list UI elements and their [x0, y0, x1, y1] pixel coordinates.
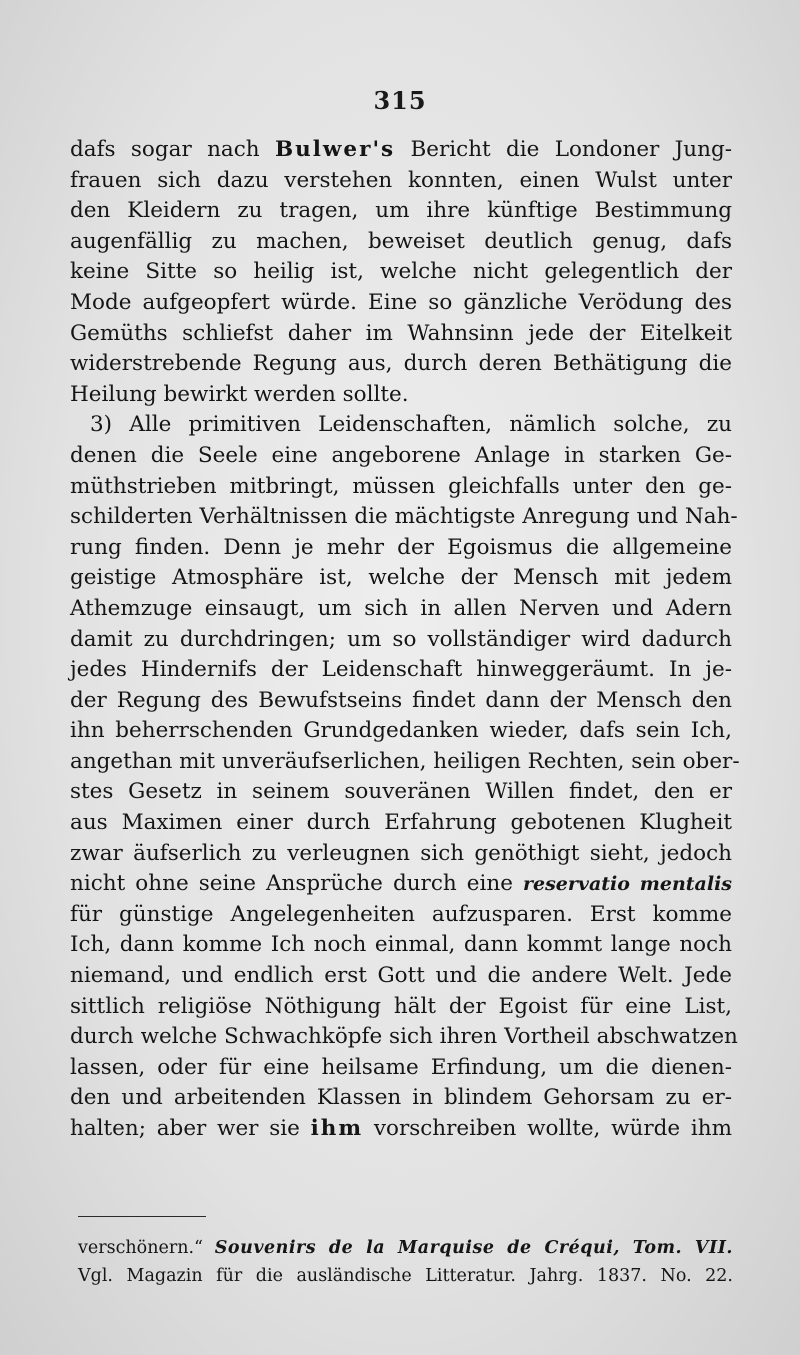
text-line: niemand, und endlich erst Gott und die andere Welt. Jede	[70, 963, 732, 989]
text-line: den Kleidern zu tragen, um ihre künftige Bestimmung	[70, 198, 732, 224]
text-line: geistige Atmosphäre ist, welche der Mensch mit jedem	[70, 565, 732, 591]
emphasized-text: Bulwer's	[274, 137, 396, 162]
footnote-line: Vgl. Magazin für die ausländische Litteratur. Jahrg. 1837. No. 22.	[78, 1266, 733, 1286]
text-line: schilderten Verhältnissen die mächtigste Anregung und Nah-	[70, 504, 738, 530]
text-line: jedes Hindernifs der Leidenschaft hinweggeräumt. In je-	[70, 657, 732, 683]
text-line: denen die Seele eine angeborene Anlage in starken Ge-	[70, 442, 732, 468]
text-line: Heilung bewirkt werden sollte.	[70, 381, 409, 407]
text-line: aus Maximen einer durch Erfahrung gebotenen Klugheit	[70, 810, 732, 836]
text-line: keine Sitte so heilig ist, welche nicht gelegentlich der	[70, 259, 732, 285]
line-text: Bericht die Londoner Jung-	[395, 137, 732, 162]
text-line: widerstrebende Regung aus, durch deren Bethätigung die	[70, 351, 732, 377]
line-text: nicht ohne seine Ansprüche durch eine	[70, 871, 524, 897]
line-text: vorschreiben wollte, würde ihm	[363, 1116, 732, 1141]
text-line: durch welche Schwachköpfe sich ihren Vortheil abschwatzen	[70, 1024, 738, 1050]
page-number: 315	[373, 86, 427, 115]
text-line: zwar äufserlich zu verleugnen sich genöthigt sieht, jedoch	[70, 840, 732, 866]
text-line: sittlich religiöse Nöthigung hält der Egoist für eine List,	[70, 993, 732, 1019]
text-line: müthstrieben mitbringt, müssen gleichfalls unter den ge-	[70, 473, 732, 499]
text-line: der Regung des Bewufstseins findet dann der Mensch den	[70, 687, 732, 713]
text-line: Mode aufgeopfert würde. Eine so gänzliche Verödung des	[70, 289, 732, 315]
emphasized-text: ihm	[310, 1116, 364, 1141]
text-line: für günstige Angelegenheiten aufzusparen. Erst komme	[70, 901, 732, 927]
text-line: stes Gesetz in seinem souveränen Willen findet, den er	[70, 779, 732, 805]
footnotes	[78, 1234, 733, 1290]
body-text	[70, 135, 740, 1145]
text-line	[70, 135, 732, 166]
text-line	[70, 1114, 732, 1145]
text-line: angethan mit unveräufserlichen, heiligen Rechten, sein ober-	[70, 748, 740, 774]
footnote-quote-end: verschönern.“	[78, 1238, 215, 1258]
footnote-separator	[78, 1216, 206, 1217]
text-line	[70, 869, 732, 900]
footnote-source: Souvenirs de la Marquise de Créqui, Tom. VII.	[214, 1238, 733, 1258]
text-line: augenfällig zu machen, beweiset deutlich genug, dafs	[70, 228, 732, 254]
text-line: den und arbeitenden Klassen in blindem Gehorsam zu er-	[70, 1085, 732, 1111]
text-line: 3) Alle primitiven Leidenschaften, nämlich solche, zu	[90, 412, 732, 438]
emphasized-text: reservatio mentalis	[523, 873, 732, 896]
text-line: Athemzuge einsaugt, um sich in allen Nerven und Adern	[70, 595, 732, 621]
line-text: dafs sogar nach	[70, 137, 275, 162]
text-line: rung finden. Denn je mehr der Egoismus die allgemeine	[70, 534, 732, 560]
text-line: lassen, oder für eine heilsame Erfindung, um die dienen-	[70, 1054, 732, 1080]
text-line: damit zu durchdringen; um so vollständiger wird dadurch	[70, 626, 732, 652]
line-text: halten; aber wer sie	[70, 1116, 311, 1141]
text-line: ihn beherrschenden Grundgedanken wieder, dafs sein Ich,	[70, 718, 732, 744]
text-line: frauen sich dazu verstehen konnten, einen Wulst unter	[70, 167, 732, 193]
text-line: Ich, dann komme Ich noch einmal, dann kommt lange noch	[70, 932, 732, 958]
text-line: Gemüths schliefst daher im Wahnsinn jede der Eitelkeit	[70, 320, 732, 346]
footnote-line	[78, 1234, 733, 1262]
